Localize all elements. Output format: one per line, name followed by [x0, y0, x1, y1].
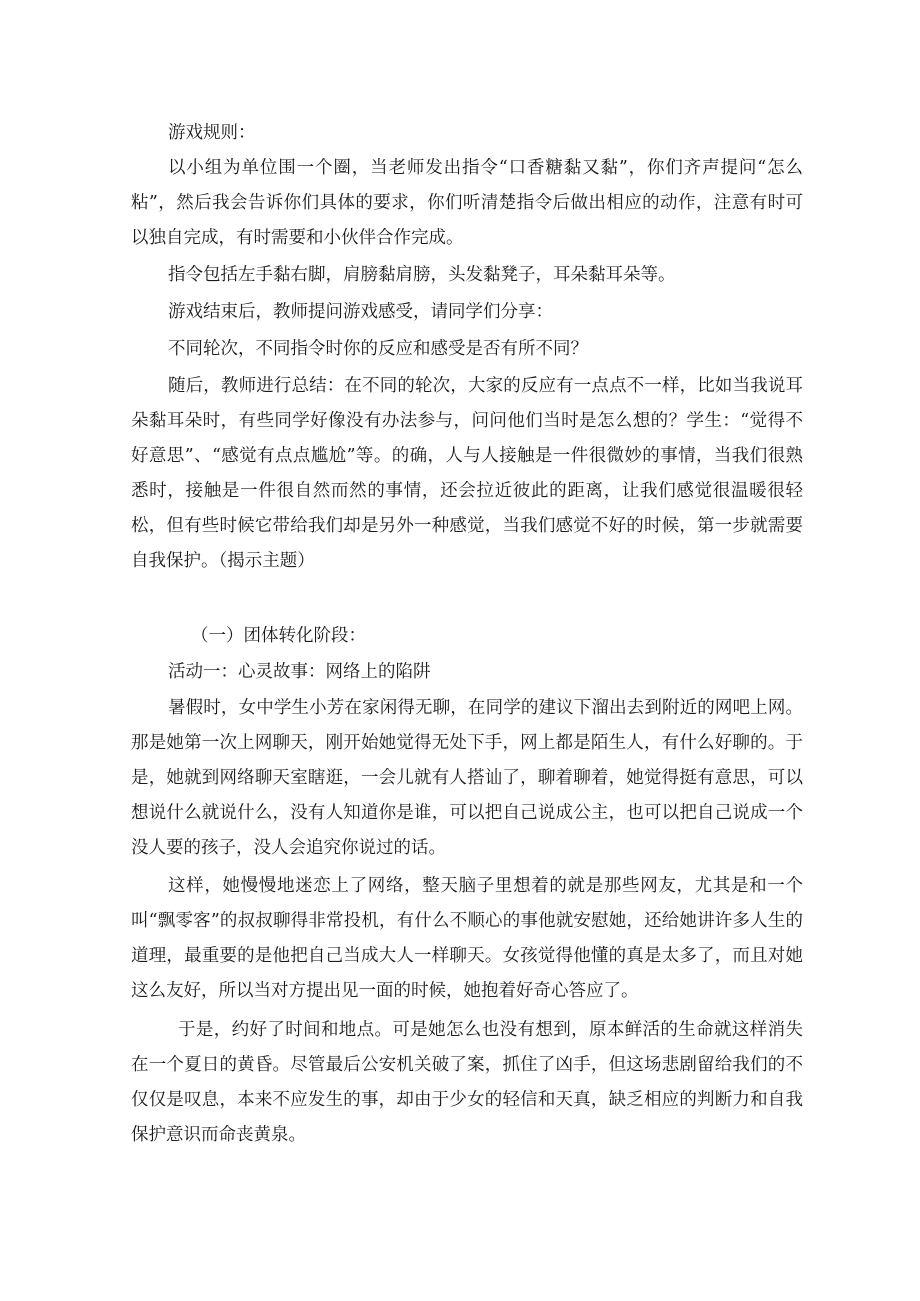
section-heading: （一）团体转化阶段： [191, 626, 366, 646]
story-paragraph-2: 这样，她慢慢地迷恋上了网络，整天脑子里想着的就是那些网友，尤其是和一个叫“飘零客”的叔叔聊得非常投机，有什么不顺心的事他就安慰她，还给她讲许多人生的道理，最重要的是他把自己当成大人一样聊天。女孩觉得他懂的真是太多了，而且对她这么友好，所以当对方提出见一面的时候，她抱着好奇心答应了。 [131, 876, 803, 1001]
story-paragraph-3: 于是，约好了时间和地点。可是她怎么也没有想到，原本鲜活的生命就这样消失在一个夏日的黄昏。尽管最后公安机关破了案，抓住了凶手，但这场悲剧留给我们的不仅仅是叹息，本来不应发生的事，却由于少女的轻信和天真，缺乏相应的判断力和自我保护意识而命丧黄泉。 [131, 1020, 803, 1145]
question-paragraph: 不同轮次，不同指令时你的反应和感受是否有所不同？ [168, 339, 588, 359]
after-game-paragraph: 游戏结束后，教师提问游戏感受，请同学们分享： [168, 302, 553, 322]
game-rules-heading: 游戏规则： [168, 123, 256, 143]
summary-paragraph: 随后，教师进行总结：在不同的轮次，大家的反应有一点点不一样，比如当我说耳朵黏耳朵时，有些同学好像没有办法参与，问问他们当时是怎么想的？学生：“觉得不好意思”、“感觉有点点尴尬”等。的确，人与人接触是一件很微妙的事情，当我们很熟悉时，接触是一件很自然而然的事情，还会拉近彼此的距离，让我们感觉很温暖很轻松，但有些时候它带给我们却是另外一种感觉，当我们感觉不好的时候，第一步就需要自我保护。（揭示主题） [131, 376, 803, 571]
instructions-paragraph: 指令包括左手黏右脚，肩膀黏肩膀，头发黏凳子，耳朵黏耳朵等。 [168, 265, 676, 285]
game-rules-paragraph: 以小组为单位围一个圈，当老师发出指令“口香糖黏又黏”，你们齐声提问“怎么粘”，然后我会告诉你们具体的要求，你们听清楚指令后做出相应的动作，注意有时可以独自完成，有时需要和小伙伴合作完成。 [131, 158, 803, 248]
activity-title: 活动一：心灵故事：网络上的陷阱 [168, 662, 431, 682]
story-paragraph-1: 暑假时，女中学生小芳在家闲得无聊，在同学的建议下溜出去到附近的网吧上网。那是她第一次上网聊天，刚开始她觉得无处下手，网上都是陌生人，有什么好聊的。于是，她就到网络聊天室瞎逛，一会儿就有人搭讪了，聊着聊着，她觉得挺有意思，可以想说什么就说什么，没有人知道你是谁，可以把自己说成公主，也可以把自己说成一个没人要的孩子，没人会追究你说过的话。 [131, 698, 803, 858]
